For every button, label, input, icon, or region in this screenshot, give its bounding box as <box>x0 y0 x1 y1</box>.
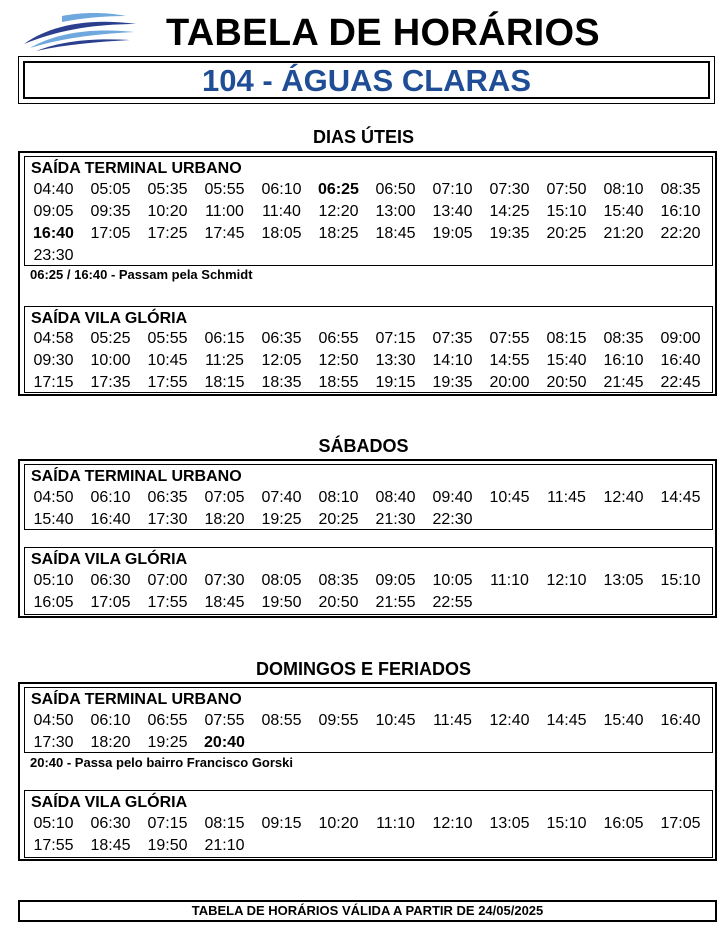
departure-time: 12:10 <box>546 572 587 589</box>
departure-time: 21:45 <box>603 374 644 391</box>
departure-time: 17:55 <box>33 837 74 854</box>
departure-time: 11:00 <box>205 203 244 220</box>
departure-time: 07:55 <box>204 712 245 729</box>
departure-time: 18:45 <box>90 837 131 854</box>
departure-time: 09:15 <box>261 815 302 832</box>
departure-time: 13:05 <box>489 815 530 832</box>
departure-time: 05:55 <box>147 330 188 347</box>
schedule-note: 06:25 / 16:40 - Passam pela Schmidt <box>30 267 253 282</box>
departure-time: 17:25 <box>147 225 188 242</box>
schedule-block <box>24 156 713 266</box>
departure-time: 17:30 <box>147 511 188 528</box>
departure-time: 13:30 <box>375 352 416 369</box>
departure-time: 05:25 <box>90 330 131 347</box>
departure-time: 19:50 <box>147 837 188 854</box>
block-title: SAÍDA TERMINAL URBANO <box>31 160 242 177</box>
departure-time: 13:00 <box>375 203 416 220</box>
departure-time: 08:35 <box>660 181 701 198</box>
departure-time: 09:05 <box>33 203 74 220</box>
departure-time: 15:10 <box>546 203 587 220</box>
departure-time: 16:40 <box>33 225 74 242</box>
schedule-section-sabados <box>18 459 717 618</box>
block-title: SAÍDA VILA GLÓRIA <box>31 794 188 811</box>
departure-time: 07:15 <box>147 815 188 832</box>
schedule-section-dias-uteis <box>18 151 717 396</box>
departure-time: 18:15 <box>204 374 245 391</box>
departure-time: 16:05 <box>33 594 74 611</box>
departure-time: 22:55 <box>432 594 473 611</box>
departure-time: 08:05 <box>261 572 302 589</box>
departure-time: 17:15 <box>33 374 74 391</box>
departure-time: 06:10 <box>90 489 131 506</box>
departure-time: 18:25 <box>318 225 359 242</box>
departure-time: 11:45 <box>433 712 472 729</box>
validity-footer: TABELA DE HORÁRIOS VÁLIDA A PARTIR DE 24/05/2025 <box>18 900 717 922</box>
departure-time: 12:05 <box>261 352 302 369</box>
departure-time: 09:55 <box>318 712 359 729</box>
departure-time: 08:35 <box>318 572 359 589</box>
departure-time: 21:10 <box>204 837 245 854</box>
departure-time: 06:30 <box>90 572 131 589</box>
departure-time: 19:50 <box>261 594 302 611</box>
departure-time: 15:40 <box>603 712 644 729</box>
departure-time: 07:00 <box>147 572 188 589</box>
departure-time: 09:00 <box>660 330 701 347</box>
departure-time: 19:15 <box>375 374 416 391</box>
departure-time: 20:25 <box>318 511 359 528</box>
departure-time: 18:35 <box>261 374 302 391</box>
departure-time: 12:40 <box>603 489 644 506</box>
departure-time: 08:55 <box>261 712 302 729</box>
departure-time: 08:10 <box>603 181 644 198</box>
departure-time: 21:20 <box>603 225 644 242</box>
departure-time: 08:40 <box>375 489 416 506</box>
departure-time: 14:45 <box>546 712 587 729</box>
departure-time: 05:55 <box>204 181 245 198</box>
departure-time: 19:05 <box>432 225 473 242</box>
departure-time: 10:20 <box>147 203 188 220</box>
departure-time: 22:45 <box>660 374 701 391</box>
departure-time: 04:50 <box>33 489 74 506</box>
departure-time: 17:05 <box>90 225 131 242</box>
block-title: SAÍDA VILA GLÓRIA <box>31 310 188 327</box>
departure-time: 11:10 <box>490 572 529 589</box>
departure-time: 14:10 <box>432 352 473 369</box>
departure-time: 18:20 <box>90 734 131 751</box>
departure-time: 06:35 <box>261 330 302 347</box>
schedule-block <box>24 687 713 753</box>
page-title: TABELA DE HORÁRIOS <box>166 12 600 54</box>
departure-time: 06:15 <box>204 330 245 347</box>
departure-time: 05:05 <box>90 181 131 198</box>
departure-time: 17:05 <box>660 815 701 832</box>
departure-time: 06:10 <box>90 712 131 729</box>
section-title-domingos: DOMINGOS E FERIADOS <box>255 659 471 679</box>
departure-time: 14:45 <box>660 489 701 506</box>
departure-time: 12:20 <box>318 203 359 220</box>
departure-time: 06:35 <box>147 489 188 506</box>
section-title-dias-uteis: DIAS ÚTEIS <box>312 127 414 147</box>
departure-time: 18:20 <box>204 511 245 528</box>
schedule-block <box>24 306 713 393</box>
departure-time: 18:55 <box>318 374 359 391</box>
departure-time: 07:40 <box>261 489 302 506</box>
departure-time: 17:05 <box>90 594 131 611</box>
departure-time: 21:30 <box>375 511 416 528</box>
departure-time: 20:25 <box>546 225 587 242</box>
departure-time: 10:00 <box>90 352 131 369</box>
departure-time: 04:40 <box>33 181 74 198</box>
departure-time: 07:55 <box>489 330 530 347</box>
departure-time: 05:10 <box>33 572 74 589</box>
departure-time: 15:40 <box>603 203 644 220</box>
departure-time: 15:10 <box>660 572 701 589</box>
departure-time: 20:40 <box>204 734 245 751</box>
departure-time: 08:10 <box>318 489 359 506</box>
departure-time: 10:05 <box>432 572 473 589</box>
departure-time: 06:10 <box>261 181 302 198</box>
departure-time: 05:10 <box>33 815 74 832</box>
departure-time: 11:40 <box>262 203 301 220</box>
departure-time: 19:35 <box>489 225 530 242</box>
departure-time: 19:25 <box>261 511 302 528</box>
departure-time: 09:05 <box>375 572 416 589</box>
departure-time: 04:50 <box>33 712 74 729</box>
departure-time: 17:55 <box>147 374 188 391</box>
departure-time: 10:45 <box>375 712 416 729</box>
departure-time: 06:50 <box>375 181 416 198</box>
departure-time: 15:10 <box>546 815 587 832</box>
schedule-block <box>24 464 713 530</box>
departure-time: 08:15 <box>546 330 587 347</box>
block-title: SAÍDA TERMINAL URBANO <box>31 468 242 485</box>
departure-time: 17:30 <box>33 734 74 751</box>
departure-time: 21:55 <box>375 594 416 611</box>
departure-time: 08:35 <box>603 330 644 347</box>
departure-time: 20:00 <box>489 374 530 391</box>
departure-time: 07:50 <box>546 181 587 198</box>
departure-time: 15:40 <box>546 352 587 369</box>
departure-time: 12:50 <box>318 352 359 369</box>
departure-time: 20:50 <box>546 374 587 391</box>
departure-time: 07:30 <box>489 181 530 198</box>
wave-logo-icon <box>22 10 138 52</box>
departure-time: 07:05 <box>204 489 245 506</box>
departure-time: 18:45 <box>204 594 245 611</box>
departure-time: 17:55 <box>147 594 188 611</box>
departure-time: 20:50 <box>318 594 359 611</box>
departure-time: 18:05 <box>261 225 302 242</box>
schedule-block <box>24 547 713 615</box>
departure-time: 10:20 <box>318 815 359 832</box>
departure-time: 06:55 <box>318 330 359 347</box>
departure-time: 16:10 <box>603 352 644 369</box>
departure-time: 12:10 <box>432 815 473 832</box>
departure-time: 09:35 <box>90 203 131 220</box>
departure-time: 22:30 <box>432 511 473 528</box>
route-title: 104 - ÁGUAS CLARAS <box>23 61 710 99</box>
departure-time: 16:05 <box>603 815 644 832</box>
departure-time: 17:45 <box>204 225 245 242</box>
departure-time: 11:10 <box>376 815 415 832</box>
departure-time: 16:40 <box>90 511 131 528</box>
departure-time: 14:55 <box>489 352 530 369</box>
departure-time: 07:10 <box>432 181 473 198</box>
departure-time: 04:58 <box>33 330 74 347</box>
schedule-section-domingos <box>18 682 717 861</box>
block-title: SAÍDA TERMINAL URBANO <box>31 691 242 708</box>
departure-time: 12:40 <box>489 712 530 729</box>
departure-time: 06:25 <box>318 181 359 198</box>
departure-time: 09:40 <box>432 489 473 506</box>
departure-time: 16:10 <box>660 203 701 220</box>
departure-time: 13:40 <box>432 203 473 220</box>
route-box <box>18 56 715 104</box>
departure-time: 18:45 <box>375 225 416 242</box>
schedule-note: 20:40 - Passa pelo bairro Francisco Gorski <box>30 755 294 770</box>
departure-time: 05:35 <box>147 181 188 198</box>
departure-time: 16:40 <box>660 352 701 369</box>
departure-time: 19:25 <box>147 734 188 751</box>
section-title-sabados: SÁBADOS <box>318 436 409 456</box>
departure-time: 23:30 <box>33 247 74 264</box>
departure-time: 10:45 <box>489 489 530 506</box>
departure-time: 14:25 <box>489 203 530 220</box>
departure-time: 19:35 <box>432 374 473 391</box>
departure-time: 17:35 <box>90 374 131 391</box>
departure-time: 07:30 <box>204 572 245 589</box>
departure-time: 13:05 <box>603 572 644 589</box>
block-title: SAÍDA VILA GLÓRIA <box>31 551 188 568</box>
departure-time: 15:40 <box>33 511 74 528</box>
departure-time: 11:45 <box>547 489 586 506</box>
departure-time: 06:55 <box>147 712 188 729</box>
departure-time: 08:15 <box>204 815 245 832</box>
departure-time: 06:30 <box>90 815 131 832</box>
departure-time: 10:45 <box>147 352 188 369</box>
schedule-block <box>24 790 713 858</box>
departure-time: 11:25 <box>205 352 244 369</box>
departure-time: 22:20 <box>660 225 701 242</box>
departure-time: 07:15 <box>375 330 416 347</box>
departure-time: 09:30 <box>33 352 74 369</box>
departure-time: 07:35 <box>432 330 473 347</box>
departure-time: 16:40 <box>660 712 701 729</box>
